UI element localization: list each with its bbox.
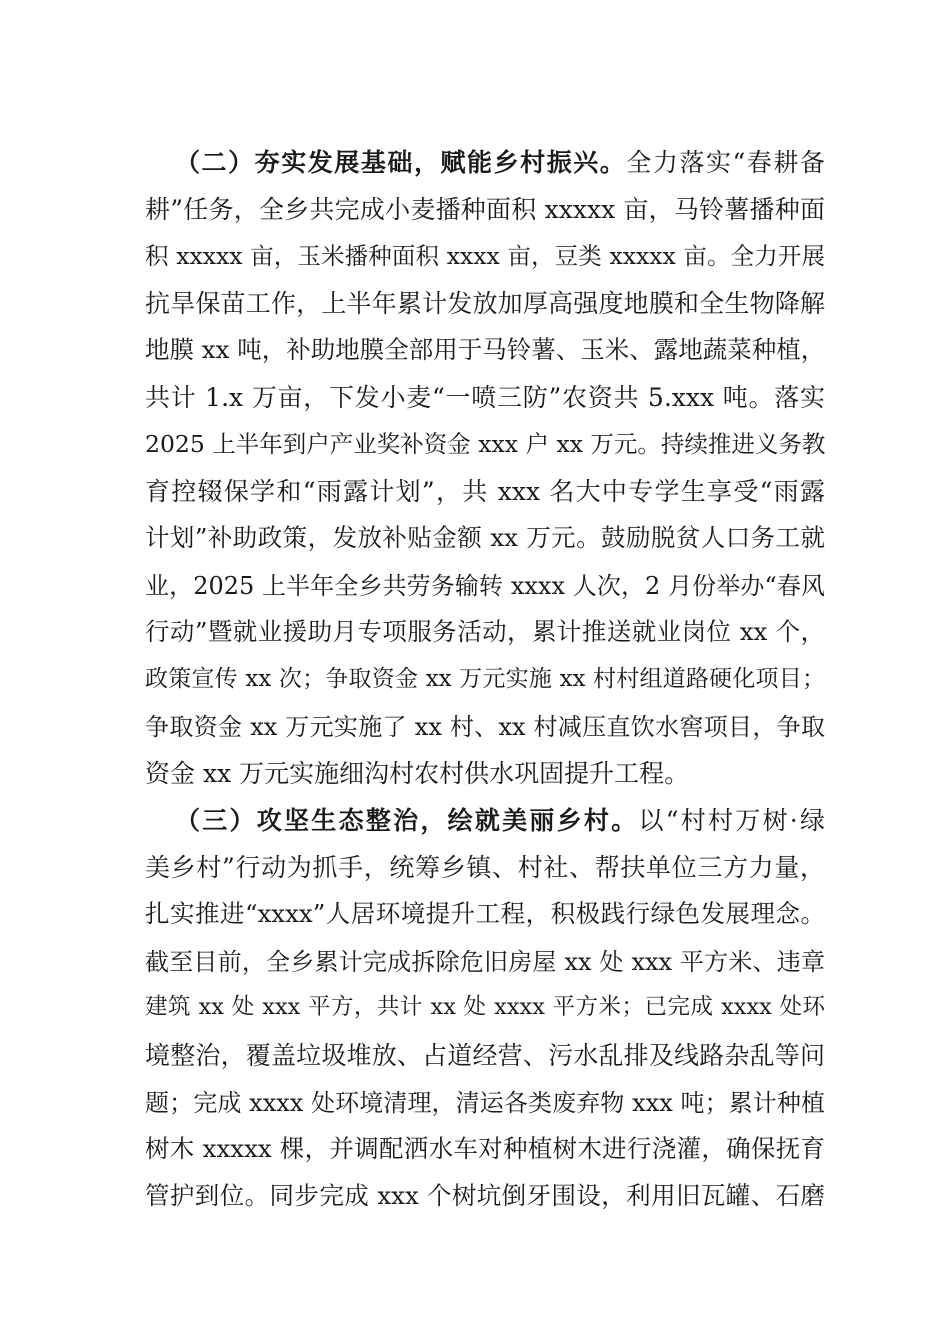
paragraph-line: 政策宣传 xx 次；争取资金 xx 万元实施 xx 村村组道路硬化项目；	[145, 666, 825, 692]
paragraph-line: 行动”暨就业援助月专项服务活动，累计推送就业岗位 xx 个，	[145, 617, 825, 646]
paragraph-line: 育控辍保学和“雨露计划”，共 xxx 名大中专学生享受“雨露	[145, 477, 825, 506]
paragraph-line: 2025 上半年到户产业奖补资金 xxx 户 xx 万元。持续推进义务教	[145, 430, 826, 458]
section-heading: （二）夯实发展基础，赋能乡村振兴。	[175, 148, 627, 177]
paragraph-line: 争取资金 xx 万元实施了 xx 村、xx 村减压直饮水窖项目，争取	[145, 713, 825, 741]
paragraph-line: 业，2025 上半年全乡共劳务输转 xxxx 人次，2 月份举办“春风	[145, 572, 825, 600]
paragraph-line: 建筑 xx 处 xxx 平方，共计 xx 处 xxxx 平方米；已完成 xxxx 处环	[145, 994, 825, 1020]
paragraph-line: 美乡村”行动为抓手，统筹乡镇、村社、帮扶单位三方力量，	[145, 853, 825, 882]
paragraph-text: 以“村村万树·绿	[638, 806, 825, 835]
paragraph-line: 共计 1.x 万亩，下发小麦“一喷三防”农资共 5.xxx 吨。落实	[145, 383, 825, 412]
paragraph-line	[175, 801, 825, 843]
paragraph-line: 树木 xxxxx 棵，并调配洒水车对种植树木进行浇灌，确保抚育	[145, 1134, 825, 1163]
paragraph-line: 地膜 xx 吨，补助地膜全部用于马铃薯、玉米、露地蔬菜种植，	[145, 335, 826, 364]
paragraph-line: 截至目前，全乡累计完成拆除危旧房屋 xx 处 xxx 平方米、违章	[145, 948, 825, 976]
paragraph-line: 抗旱保苗工作，上半年累计发放加厚高强度地膜和全生物降解	[145, 289, 825, 318]
paragraph-text: 全力落实“春耕备	[626, 148, 825, 177]
paragraph-line: 境整治，覆盖垃圾堆放、占道经营、污水乱排及线路杂乱等问	[145, 1041, 825, 1070]
paragraph-line: 积 xxxxx 亩，玉米播种面积 xxxx 亩，豆类 xxxxx 亩。全力开展	[145, 242, 825, 270]
paragraph-line: 管护到位。同步完成 xxx 个树坑倒牙围设，利用旧瓦罐、石磨	[145, 1181, 825, 1210]
paragraph-line	[175, 143, 825, 185]
paragraph-line: 扎实推进“xxxx”人居环境提升工程，积极践行绿色发展理念。	[145, 899, 825, 928]
section-heading: （三）攻坚生态整治，绘就美丽乡村。	[175, 806, 639, 835]
paragraph-line: 计划”补助政策，发放补贴金额 xx 万元。鼓励脱贫人口务工就	[145, 523, 825, 552]
paragraph-line: 题；完成 xxxx 处环境清理，清运各类废弃物 xxx 吨；累计种植	[145, 1089, 825, 1117]
paragraph-line: 耕”任务，全乡共完成小麦播种面积 xxxxx 亩，马铃薯播种面	[145, 195, 825, 224]
paragraph-line: 资金 xx 万元实施细沟村农村供水巩固提升工程。	[145, 759, 690, 788]
